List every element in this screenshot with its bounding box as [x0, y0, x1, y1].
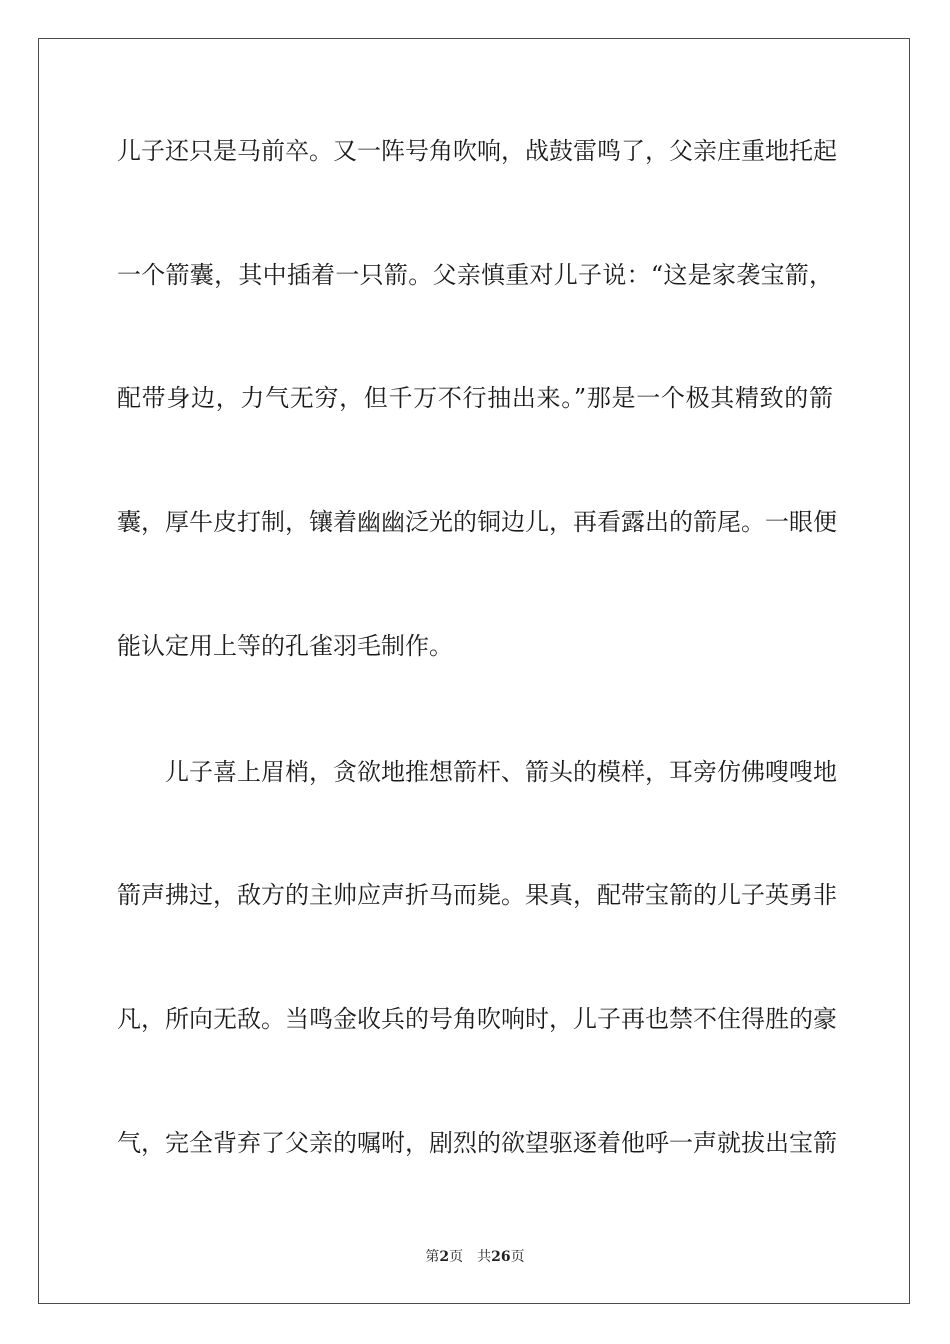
total-suffix: 页 — [510, 1249, 525, 1265]
total-prefix: 共 — [477, 1249, 492, 1265]
paragraph-2-line-3: 凡，所向无敌。当鸣金收兵的号角吹响时，儿子再也禁不住得胜的豪 — [117, 1005, 837, 1033]
body-line-4: 囊，厚牛皮打制，镶着幽幽泛光的铜边儿，再看露出的箭尾。一眼便 — [117, 508, 837, 536]
body-line-5: 能认定用上等的孔雀羽毛制作。 — [117, 632, 453, 660]
body-line-2: 一个箭囊，其中插着一只箭。父亲慎重对儿子说：“这是家袭宝箭， — [117, 261, 833, 289]
page-suffix: 页 — [449, 1249, 464, 1265]
page-border — [38, 38, 910, 1304]
page-footer — [0, 1248, 950, 1266]
page-number: 2 — [439, 1249, 450, 1265]
page-prefix: 第 — [425, 1249, 440, 1265]
body-line-3: 配带身边，力气无穷，但千万不行抽出来。”那是一个极其精致的箭 — [117, 384, 833, 412]
paragraph-2-line-1: 儿子喜上眉梢，贪欲地推想箭杆、箭头的模样，耳旁仿佛嗖嗖地 — [165, 758, 837, 786]
paragraph-2-line-4: 气，完全背弃了父亲的嘱咐，剧烈的欲望驱逐着他呼一声就拔出宝箭 — [117, 1129, 837, 1157]
total-pages: 26 — [491, 1249, 511, 1265]
body-line-1: 儿子还只是马前卒。又一阵号角吹响，战鼓雷鸣了，父亲庄重地托起 — [117, 137, 837, 165]
paragraph-2-line-2: 箭声拂过，敌方的主帅应声折马而毙。果真，配带宝箭的儿子英勇非 — [117, 881, 837, 909]
